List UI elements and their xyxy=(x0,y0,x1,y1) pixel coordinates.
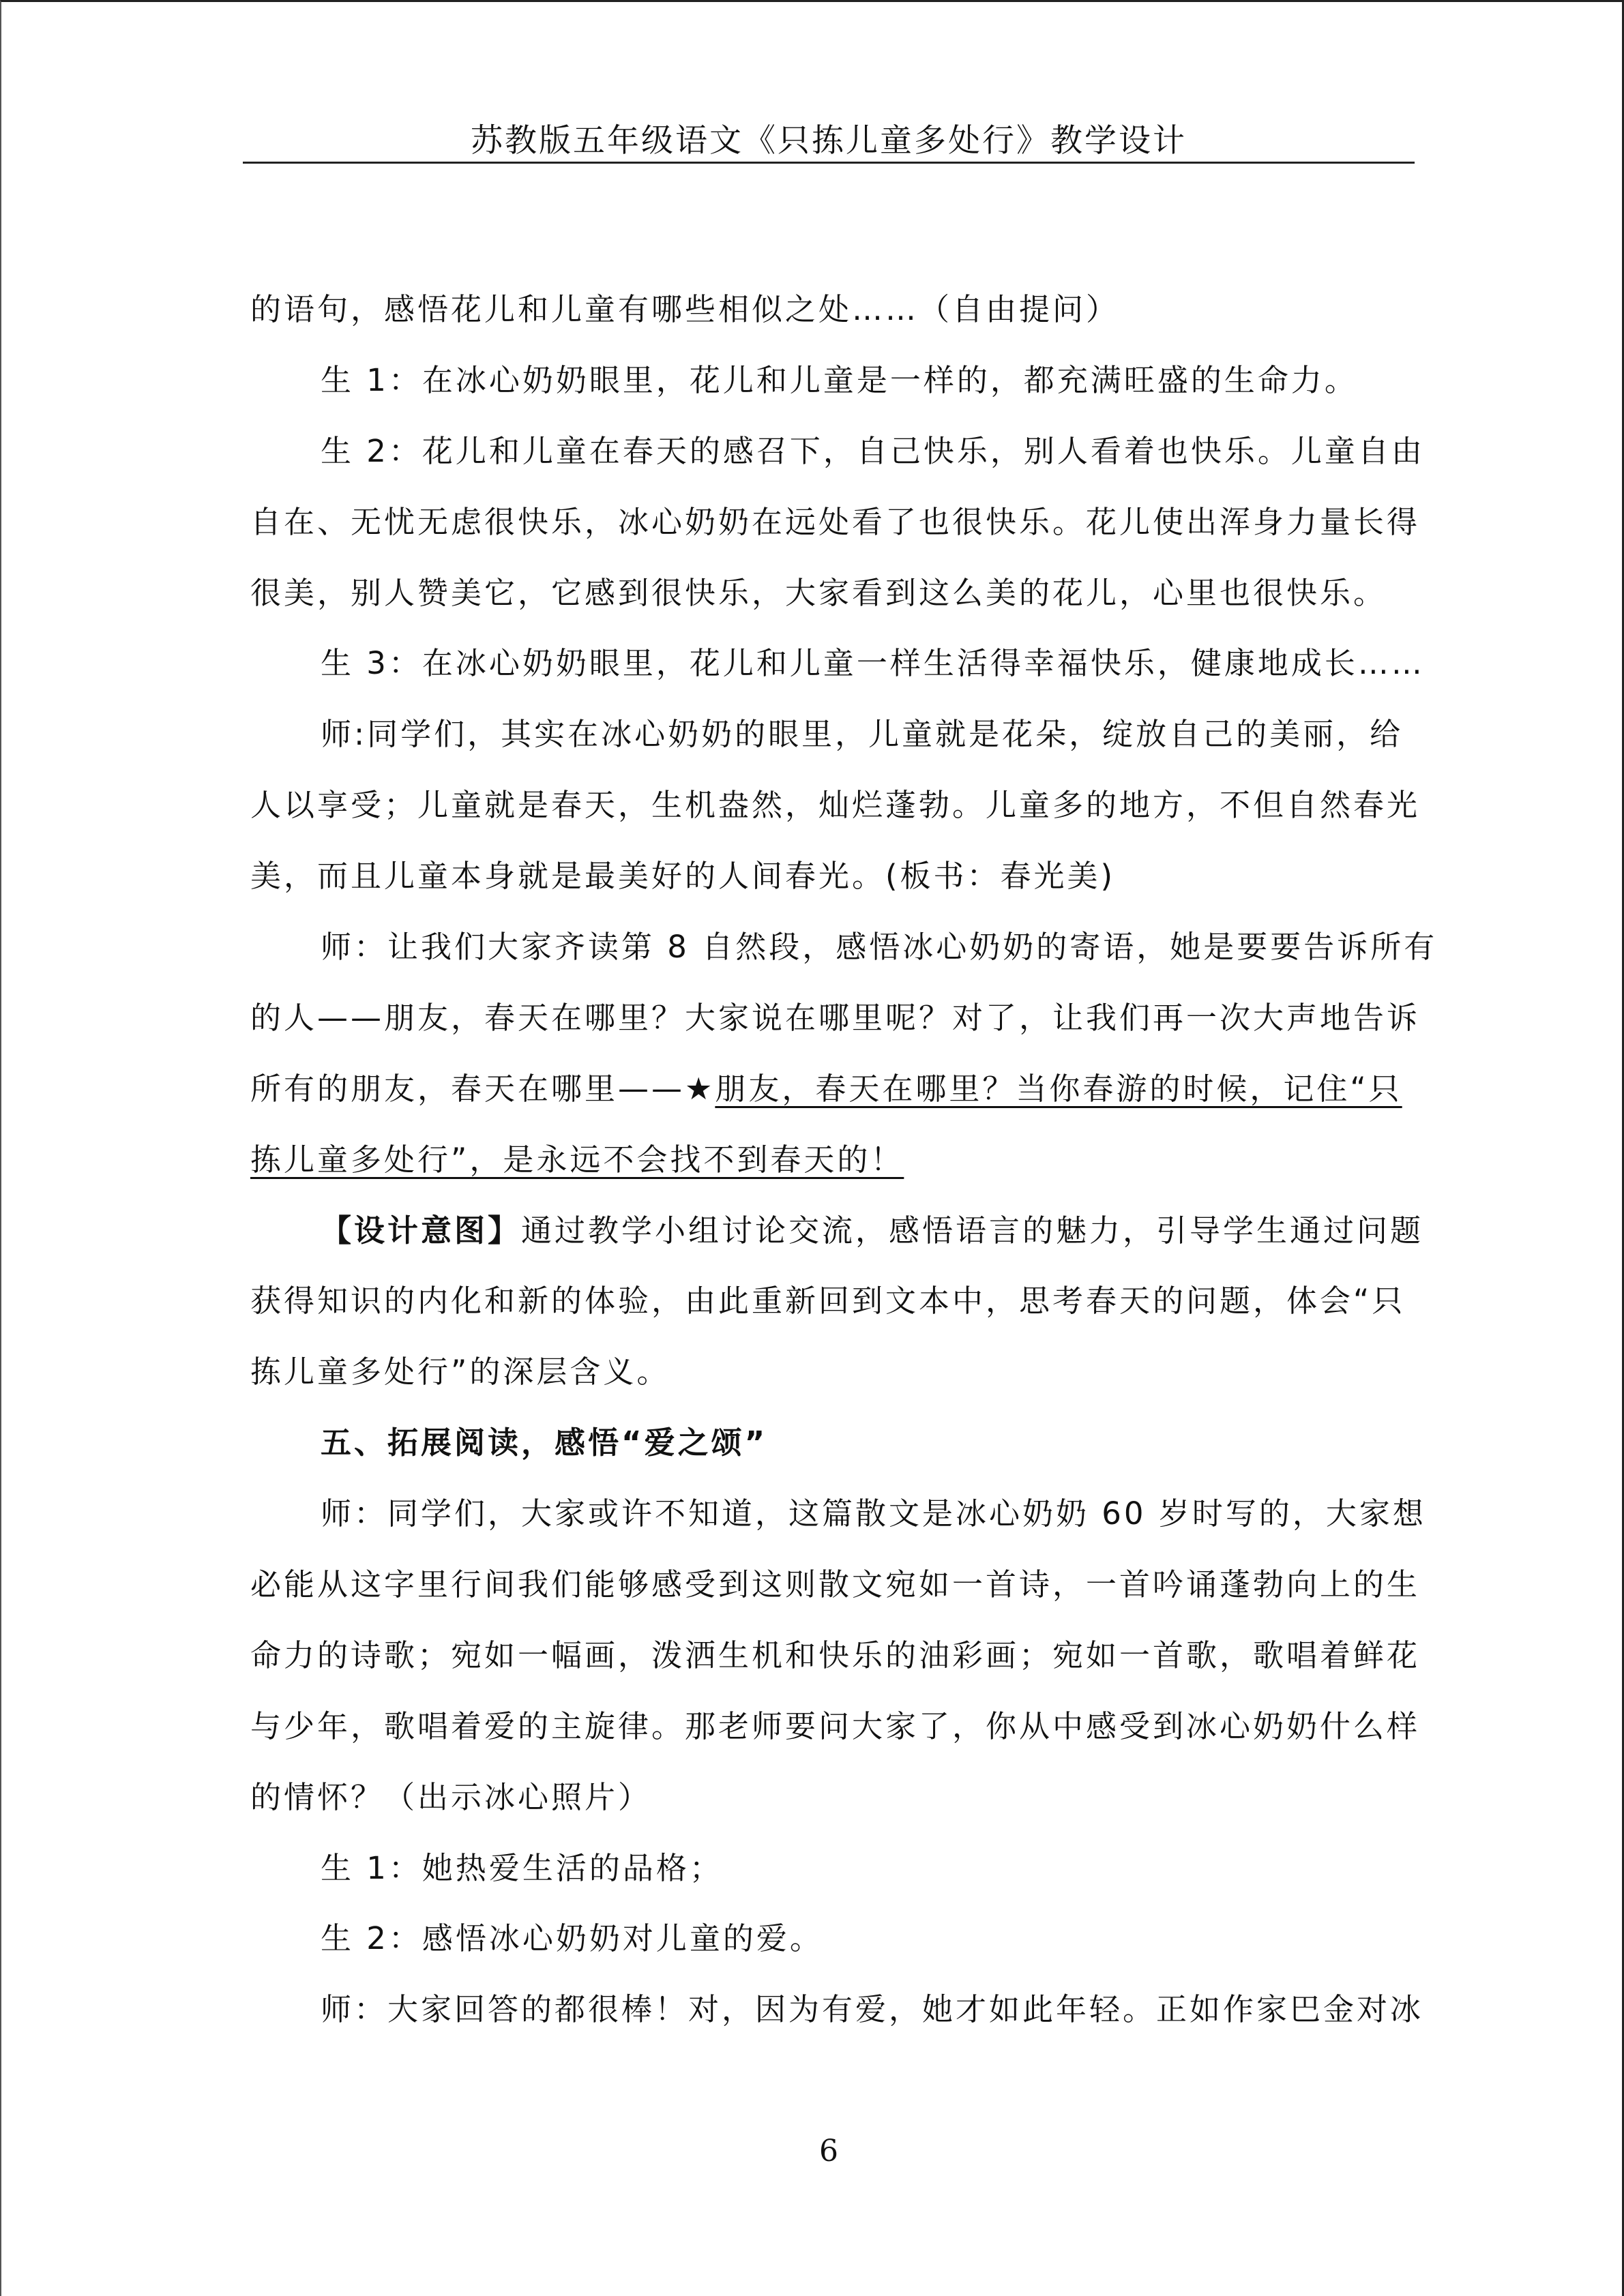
text-line: 美，而且儿童本身就是最美好的人间春光。(板书：春光美) xyxy=(250,858,1116,895)
text-line: 生 2：感悟冰心奶奶对儿童的爱。 xyxy=(321,1920,823,1957)
text-line xyxy=(250,1124,1393,1195)
paragraph xyxy=(250,1903,1393,1974)
paragraph xyxy=(250,1833,1393,1904)
text-line: 与少年，歌唱着爱的主旋律。那老师要问大家了，你从中感受到冰心奶奶什么样 xyxy=(250,1708,1421,1744)
text-segment: 所有的朋友，春天在哪里——★ xyxy=(250,1070,715,1107)
underlined-quote: 朋友，春天在哪里？当你春游的时候，记住“只 xyxy=(715,1070,1402,1107)
text-line: 师：让我们大家齐读第 8 自然段，感悟冰心奶奶的寄语，她是要要告诉所有 xyxy=(321,929,1438,966)
paragraph xyxy=(250,1195,1424,1408)
text-line: 的语句，感悟花儿和儿童有哪些相似之处……（自由提问） xyxy=(250,291,1120,327)
paragraph xyxy=(250,912,1438,1195)
text-line: 必能从这字里行间我们能够感受到这则散文宛如一首诗，一首吟诵蓬勃向上的生 xyxy=(250,1566,1421,1603)
text-line: 获得知识的内化和新的体验，由此重新回到文本中，思考春天的问题，体会“只 xyxy=(250,1283,1406,1320)
text-line: 人以享受；儿童就是春天，生机盎然，灿烂蓬勃。儿童多的地方，不但自然春光 xyxy=(250,787,1421,824)
page-number: 6 xyxy=(819,2134,838,2168)
paragraph xyxy=(250,699,1421,912)
text-line: 生 1：她热爱生活的品格； xyxy=(321,1849,723,1886)
text-line: 生 2：花儿和儿童在春天的感召下，自己快乐，别人看着也快乐。儿童自由 xyxy=(321,432,1425,469)
text-line xyxy=(250,1195,1424,1266)
paragraph xyxy=(250,1478,1426,1832)
text-line: 的情怀？（出示冰心照片） xyxy=(250,1778,652,1815)
text-line: 师：大家回答的都很棒！对，因为有爱，她才如此年轻。正如作家巴金对冰 xyxy=(321,1991,1424,2028)
design-intent-label: 【设计意图】 xyxy=(321,1212,522,1249)
text-line: 生 3：在冰心奶奶眼里，花儿和儿童一样生活得幸福快乐，健康地成长…… xyxy=(321,645,1425,682)
text-line: 师：同学们，大家或许不知道，这篇散文是冰心奶奶 60 岁时写的，大家想 xyxy=(321,1495,1426,1532)
paragraph xyxy=(250,274,1393,345)
paragraph xyxy=(250,416,1425,629)
text-line xyxy=(250,1054,1402,1124)
body-text xyxy=(250,274,1438,2045)
text-segment: 通过教学小组讨论交流，感悟语言的魅力，引导学生通过问题 xyxy=(521,1212,1424,1249)
text-line: 拣儿童多处行”的深层含义。 xyxy=(250,1354,670,1390)
page-header-title: 苏教版五年级语文《只拣儿童多处行》教学设计 xyxy=(471,122,1187,160)
text-line: 师:同学们，其实在冰心奶奶的眼里，儿童就是花朵，绽放自己的美丽，给 xyxy=(321,716,1404,753)
text-line: 命力的诗歌；宛如一幅画，泼洒生机和快乐的油彩画；宛如一首歌，歌唱着鲜花 xyxy=(250,1637,1421,1673)
paragraph xyxy=(250,628,1425,699)
header-rule xyxy=(243,162,1415,164)
text-line: 自在、无忧无虑很快乐，冰心奶奶在远处看了也很快乐。花儿使出浑身力量长得 xyxy=(250,503,1421,540)
text-line: 的人——朋友，春天在哪里？大家说在哪里呢？对了，让我们再一次大声地告诉 xyxy=(250,999,1421,1036)
section-heading: 五、拓展阅读，感悟“爱之颂” xyxy=(321,1425,768,1461)
text-line: 生 1：在冰心奶奶眼里，花儿和儿童是一样的，都充满旺盛的生命力。 xyxy=(321,361,1358,398)
text-line: 很美，别人赞美它，它感到很快乐，大家看到这么美的花儿，心里也很快乐。 xyxy=(250,574,1387,611)
paragraph xyxy=(250,345,1393,416)
underlined-quote: 拣儿童多处行”，是永远不会找不到春天的！ xyxy=(250,1141,904,1178)
paragraph xyxy=(250,1974,1424,2045)
